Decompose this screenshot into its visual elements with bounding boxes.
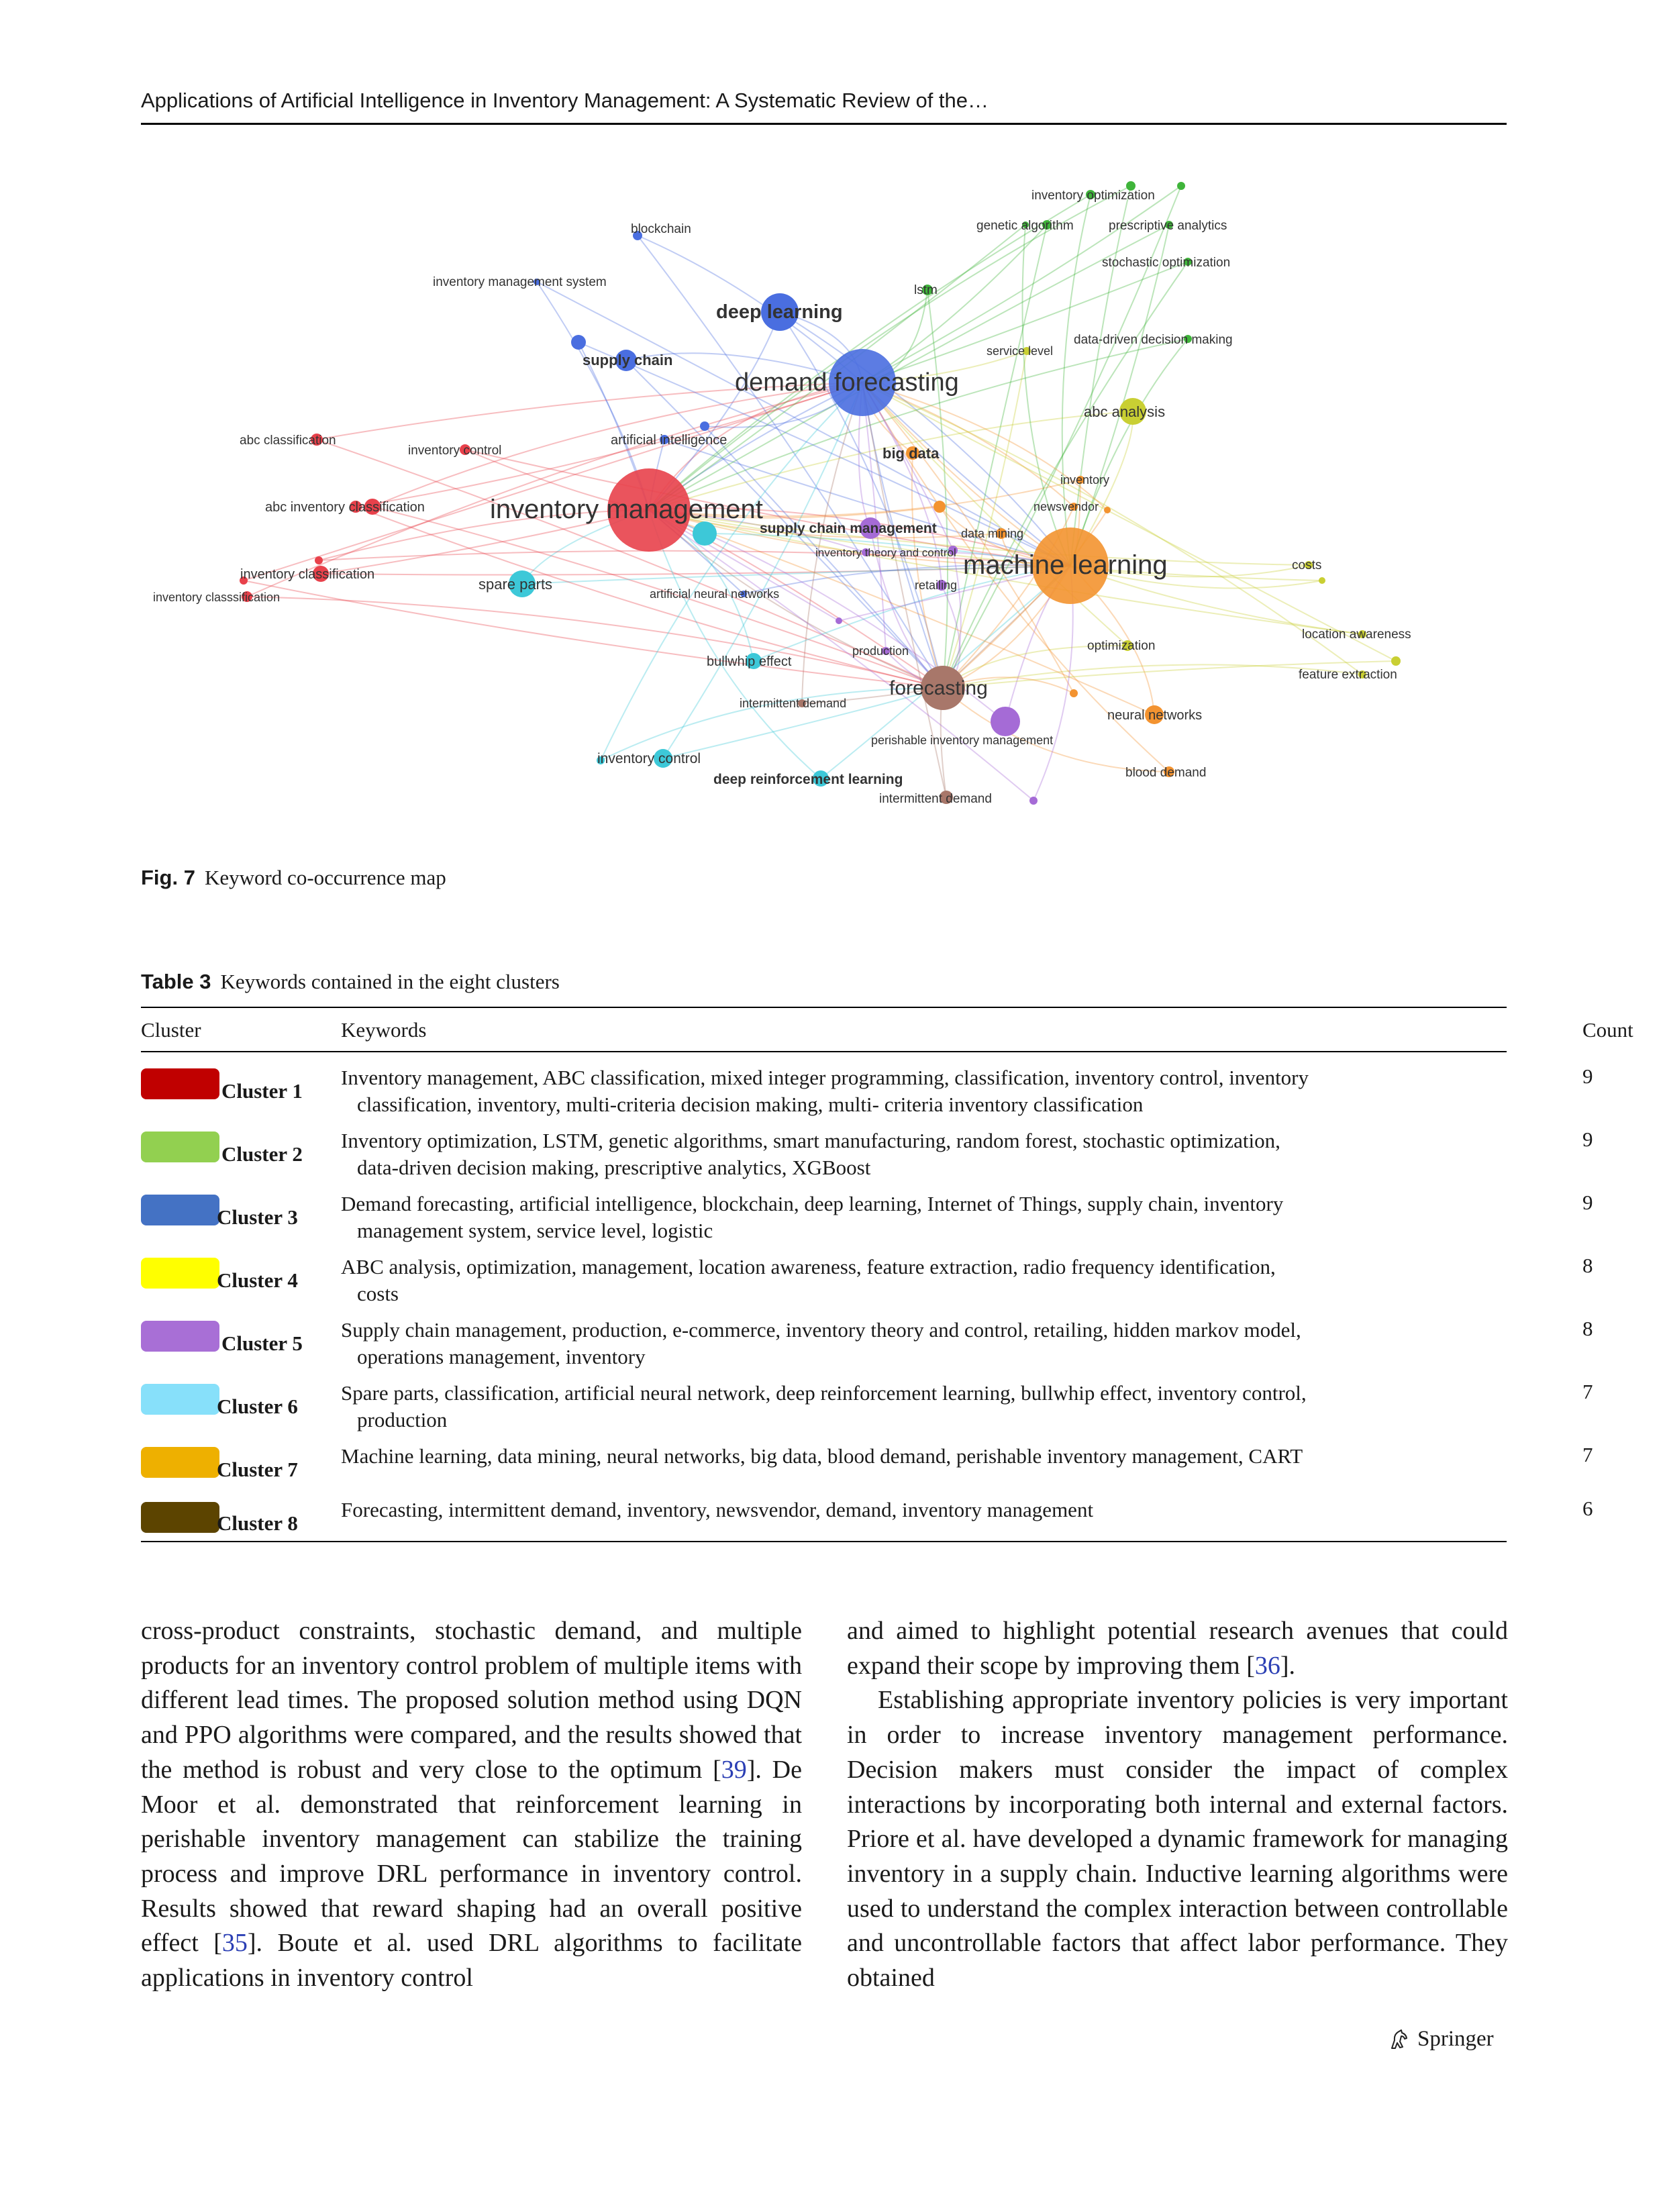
cluster-color-swatch [141, 1502, 219, 1533]
cooccurrence-edge [862, 262, 1188, 383]
figure-caption [141, 866, 446, 890]
keywords-line: Demand forecasting, artificial intelligence, blockchain, deep learning, Internet of Things, supply chain, inventory [341, 1192, 1284, 1215]
cluster-label: Cluster 4 [217, 1268, 298, 1292]
keyword-label: inventory theory and control [815, 546, 956, 559]
cluster-label: Cluster 3 [217, 1205, 298, 1229]
keyword-label: blockchain [631, 222, 691, 236]
keyword-label: inventory [1060, 473, 1110, 487]
cooccurrence-edge [927, 290, 948, 688]
text-run: ]. De Moor et al. demonstrated that reinforcement learning in perishable inventory management can stabilize the training process and improve DRL performance in inventory control. Results showed that reward shaping had an overall positive effect [ [141, 1755, 802, 1958]
citation-link[interactable]: 39 [721, 1755, 747, 1784]
paragraph [141, 1614, 802, 1996]
cluster-color-swatch [141, 1384, 219, 1415]
cooccurrence-edge [1070, 339, 1188, 566]
cluster-count: 6 [1582, 1497, 1593, 1520]
keyword-label: inventory management system [433, 275, 607, 289]
publisher-name: Springer [1417, 2027, 1494, 2051]
keyword-label: abc analysis [1084, 403, 1166, 420]
running-head: Applications of Artificial Intelligence in Inventory Management: A Systematic Review of the… [141, 89, 989, 112]
keyword-label: feature extraction [1299, 668, 1397, 682]
cluster-count: 7 [1582, 1380, 1593, 1403]
keyword-node [836, 617, 842, 624]
keyword-node [1391, 656, 1401, 666]
keyword-label: inventory management [490, 495, 763, 524]
clusters-table [141, 1007, 1633, 1542]
keyword-label: deep reinforcement learning [713, 772, 903, 787]
body-column-right [847, 1614, 1508, 1996]
cooccurrence-edge [649, 225, 1169, 510]
cluster-label: Cluster 6 [217, 1395, 298, 1418]
cluster-color-swatch [141, 1321, 219, 1352]
body-column-left [141, 1614, 802, 1996]
keyword-label: artificial intelligence [611, 433, 727, 448]
keyword-label: bullwhip effect [707, 654, 792, 669]
keyword-label: inventory classification [240, 567, 375, 582]
cooccurrence-edge [321, 566, 1070, 575]
keyword-label: abc classification [240, 434, 336, 448]
springer-horse-icon [1388, 2028, 1411, 2051]
cluster-count: 9 [1582, 1191, 1593, 1214]
header-rule [141, 123, 1507, 125]
keyword-cooccurrence-map [141, 151, 1507, 849]
keywords-line: operations management, inventory [357, 1345, 646, 1368]
table-body [141, 1052, 1593, 1541]
keyword-label: perishable inventory management [871, 734, 1054, 747]
cluster-keywords [341, 1317, 1569, 1370]
keywords-line: Inventory optimization, LSTM, genetic algorithms, smart manufacturing, random forest, stochastic optimization, [341, 1129, 1280, 1152]
table-label: Table 3 [141, 970, 211, 993]
keyword-label: intermittent demand [740, 697, 847, 710]
keyword-label: stochastic optimization [1102, 256, 1231, 270]
cooccurrence-edge [244, 383, 862, 581]
keyword-label: inventory control [597, 751, 701, 766]
cluster-label: Cluster 7 [217, 1458, 298, 1481]
cluster-keywords [341, 1064, 1569, 1118]
cluster-keywords [341, 1191, 1569, 1244]
keyword-label: data-driven decision making [1074, 333, 1233, 347]
keyword-label: neural networks [1107, 708, 1203, 723]
cluster-keywords [341, 1443, 1569, 1470]
keyword-label: service level [987, 344, 1054, 358]
cooccurrence-edge [943, 688, 1169, 772]
keyword-label: forecasting [889, 677, 988, 699]
keyword-node [1029, 797, 1038, 805]
cluster-keywords [341, 1254, 1569, 1307]
table-row [141, 1431, 1593, 1482]
cluster-color-swatch [141, 1195, 219, 1225]
table-row [141, 1368, 1593, 1431]
table-row [141, 1052, 1593, 1116]
keyword-node [1177, 182, 1185, 190]
keyword-label: supply chain [583, 352, 673, 368]
citation-link[interactable]: 36 [1254, 1651, 1280, 1680]
keyword-label: supply chain management [760, 521, 937, 536]
cluster-color-swatch [141, 1447, 219, 1478]
paragraph: Establishing appropriate inventory policies is very important in order to increase inventory management performance. Decision makers must consider the impact of complex interactions by incorporating both internal and external factors. Priore et al. have developed a dynamic framework for managing inventory in a supply chain. Inductive learning algorithms were used to understand the complex interaction between controllable and uncontrollable factors that affect labor performance. They obtained [847, 1686, 1508, 1993]
keyword-label: inventory classsification [153, 591, 281, 604]
publisher-footer [1388, 2027, 1494, 2052]
table-row [141, 1482, 1593, 1541]
keyword-label: big data [882, 445, 940, 462]
cluster-count: 7 [1582, 1443, 1593, 1466]
table-header [141, 1008, 1633, 1051]
keywords-line: Forecasting, intermittent demand, inventory, newsvendor, demand, inventory management [341, 1498, 1094, 1521]
keywords-line: Machine learning, data mining, neural networks, big data, blood demand, perishable inventory management, CART [341, 1444, 1303, 1468]
keywords-line: Supply chain management, production, e-commerce, inventory theory and control, retailing, hidden markov model, [341, 1318, 1301, 1342]
cluster-count: 9 [1582, 1127, 1593, 1151]
keyword-label: machine learning [963, 550, 1168, 580]
keyword-label: spare parts [478, 576, 553, 593]
header-cluster: Cluster [141, 1018, 201, 1042]
keyword-label: newsvendor [1033, 500, 1099, 513]
table-row [141, 1115, 1593, 1179]
cluster-label: Cluster 2 [221, 1142, 303, 1166]
keyword-label: inventory control [408, 444, 502, 458]
keyword-label: intermittent demand [879, 792, 992, 806]
keyword-label: inventory optimization [1031, 189, 1155, 203]
keyword-label: costs [1292, 558, 1322, 572]
keyword-node [571, 335, 586, 350]
keyword-label: artificial neural networks [650, 587, 780, 601]
table-caption [141, 970, 560, 994]
cluster-count: 8 [1582, 1317, 1593, 1340]
keyword-node [1319, 577, 1325, 584]
text-run: ]. Boute et al. used DRL algorithms to facilitate applications in inventory control [141, 1929, 802, 1993]
cooccurrence-edge [1070, 225, 1169, 566]
cluster-color-swatch [141, 1068, 219, 1099]
keywords-line: costs [357, 1282, 399, 1305]
cluster-label: Cluster 8 [217, 1511, 298, 1535]
table-bottom-rule [141, 1541, 1507, 1542]
cluster-label: Cluster 5 [221, 1331, 303, 1355]
cluster-color-swatch [141, 1132, 219, 1162]
paragraph [847, 1614, 1508, 1683]
text-run: cross-product constraints, stochastic demand, and multiple products for an inventory control problem of multiple items with different lead times. The proposed solution method using DQN and PPO algorithms were compared, and the results showed that the method is robust and very close to the optimum [ [141, 1617, 802, 1784]
cooccurrence-edge [244, 581, 943, 688]
keyword-label: genetic algorithm [976, 219, 1074, 233]
cluster-keywords [341, 1380, 1569, 1434]
keyword-label: optimization [1087, 639, 1156, 653]
cluster-count: 8 [1582, 1254, 1593, 1277]
keyword-node [934, 501, 946, 513]
keywords-line: data-driven decision making, prescriptive analytics, XGBoost [357, 1156, 871, 1179]
keywords-line: management system, service level, logistic [357, 1219, 713, 1242]
table-row [141, 1305, 1593, 1368]
table-caption-text: Keywords contained in the eight clusters [220, 970, 560, 993]
keyword-node [991, 707, 1020, 736]
keyword-label: retailing [915, 579, 958, 592]
keywords-line: production [357, 1408, 448, 1431]
keywords-line: Inventory management, ABC classification, mixed integer programming, classification, inventory control, inventory [341, 1066, 1309, 1089]
keyword-label: production [852, 644, 909, 658]
text-run: ]. [1280, 1651, 1296, 1680]
keyword-node [700, 421, 709, 431]
keyword-label: deep learning [716, 301, 843, 323]
keyword-label: lstm [914, 283, 938, 297]
network-labels [153, 189, 1411, 806]
keyword-label: location awareness [1302, 627, 1411, 642]
keyword-node [693, 521, 717, 546]
cluster-count: 9 [1582, 1064, 1593, 1088]
cluster-color-swatch [141, 1258, 219, 1289]
cooccurrence-edge [862, 383, 1362, 674]
citation-link[interactable]: 35 [221, 1929, 248, 1958]
keyword-node [1104, 507, 1111, 513]
cluster-label: Cluster 1 [221, 1079, 303, 1103]
keywords-line: ABC analysis, optimization, management, location awareness, feature extraction, radio frequency identification, [341, 1255, 1276, 1278]
keyword-node [1070, 689, 1078, 697]
text-run: and aimed to highlight potential research avenues that could expand their scope by improving them [ [847, 1617, 1508, 1680]
keyword-label: abc inventory classification [265, 500, 425, 515]
figure-label: Fig. 7 [141, 866, 195, 889]
table-row [141, 1242, 1593, 1305]
cluster-keywords [341, 1497, 1569, 1523]
header-count: Count [1582, 1018, 1633, 1042]
table-row [141, 1178, 1593, 1242]
keyword-node [315, 556, 323, 564]
keywords-line: classification, inventory, multi-criteria decision making, multi- criteria inventory classification [357, 1093, 1144, 1116]
keyword-label: blood demand [1125, 766, 1207, 780]
cluster-keywords [341, 1127, 1569, 1181]
figure-caption-text: Keyword co-occurrence map [204, 866, 446, 889]
keyword-label: demand forecasting [735, 368, 959, 397]
keywords-line: Spare parts, classification, artificial neural network, deep reinforcement learning, bullwhip effect, inventory control, [341, 1381, 1307, 1405]
cooccurrence-edge [862, 383, 1396, 661]
keyword-label: prescriptive analytics [1109, 219, 1227, 233]
keyword-label: data mining [961, 527, 1024, 540]
header-keywords: Keywords [341, 1018, 427, 1042]
